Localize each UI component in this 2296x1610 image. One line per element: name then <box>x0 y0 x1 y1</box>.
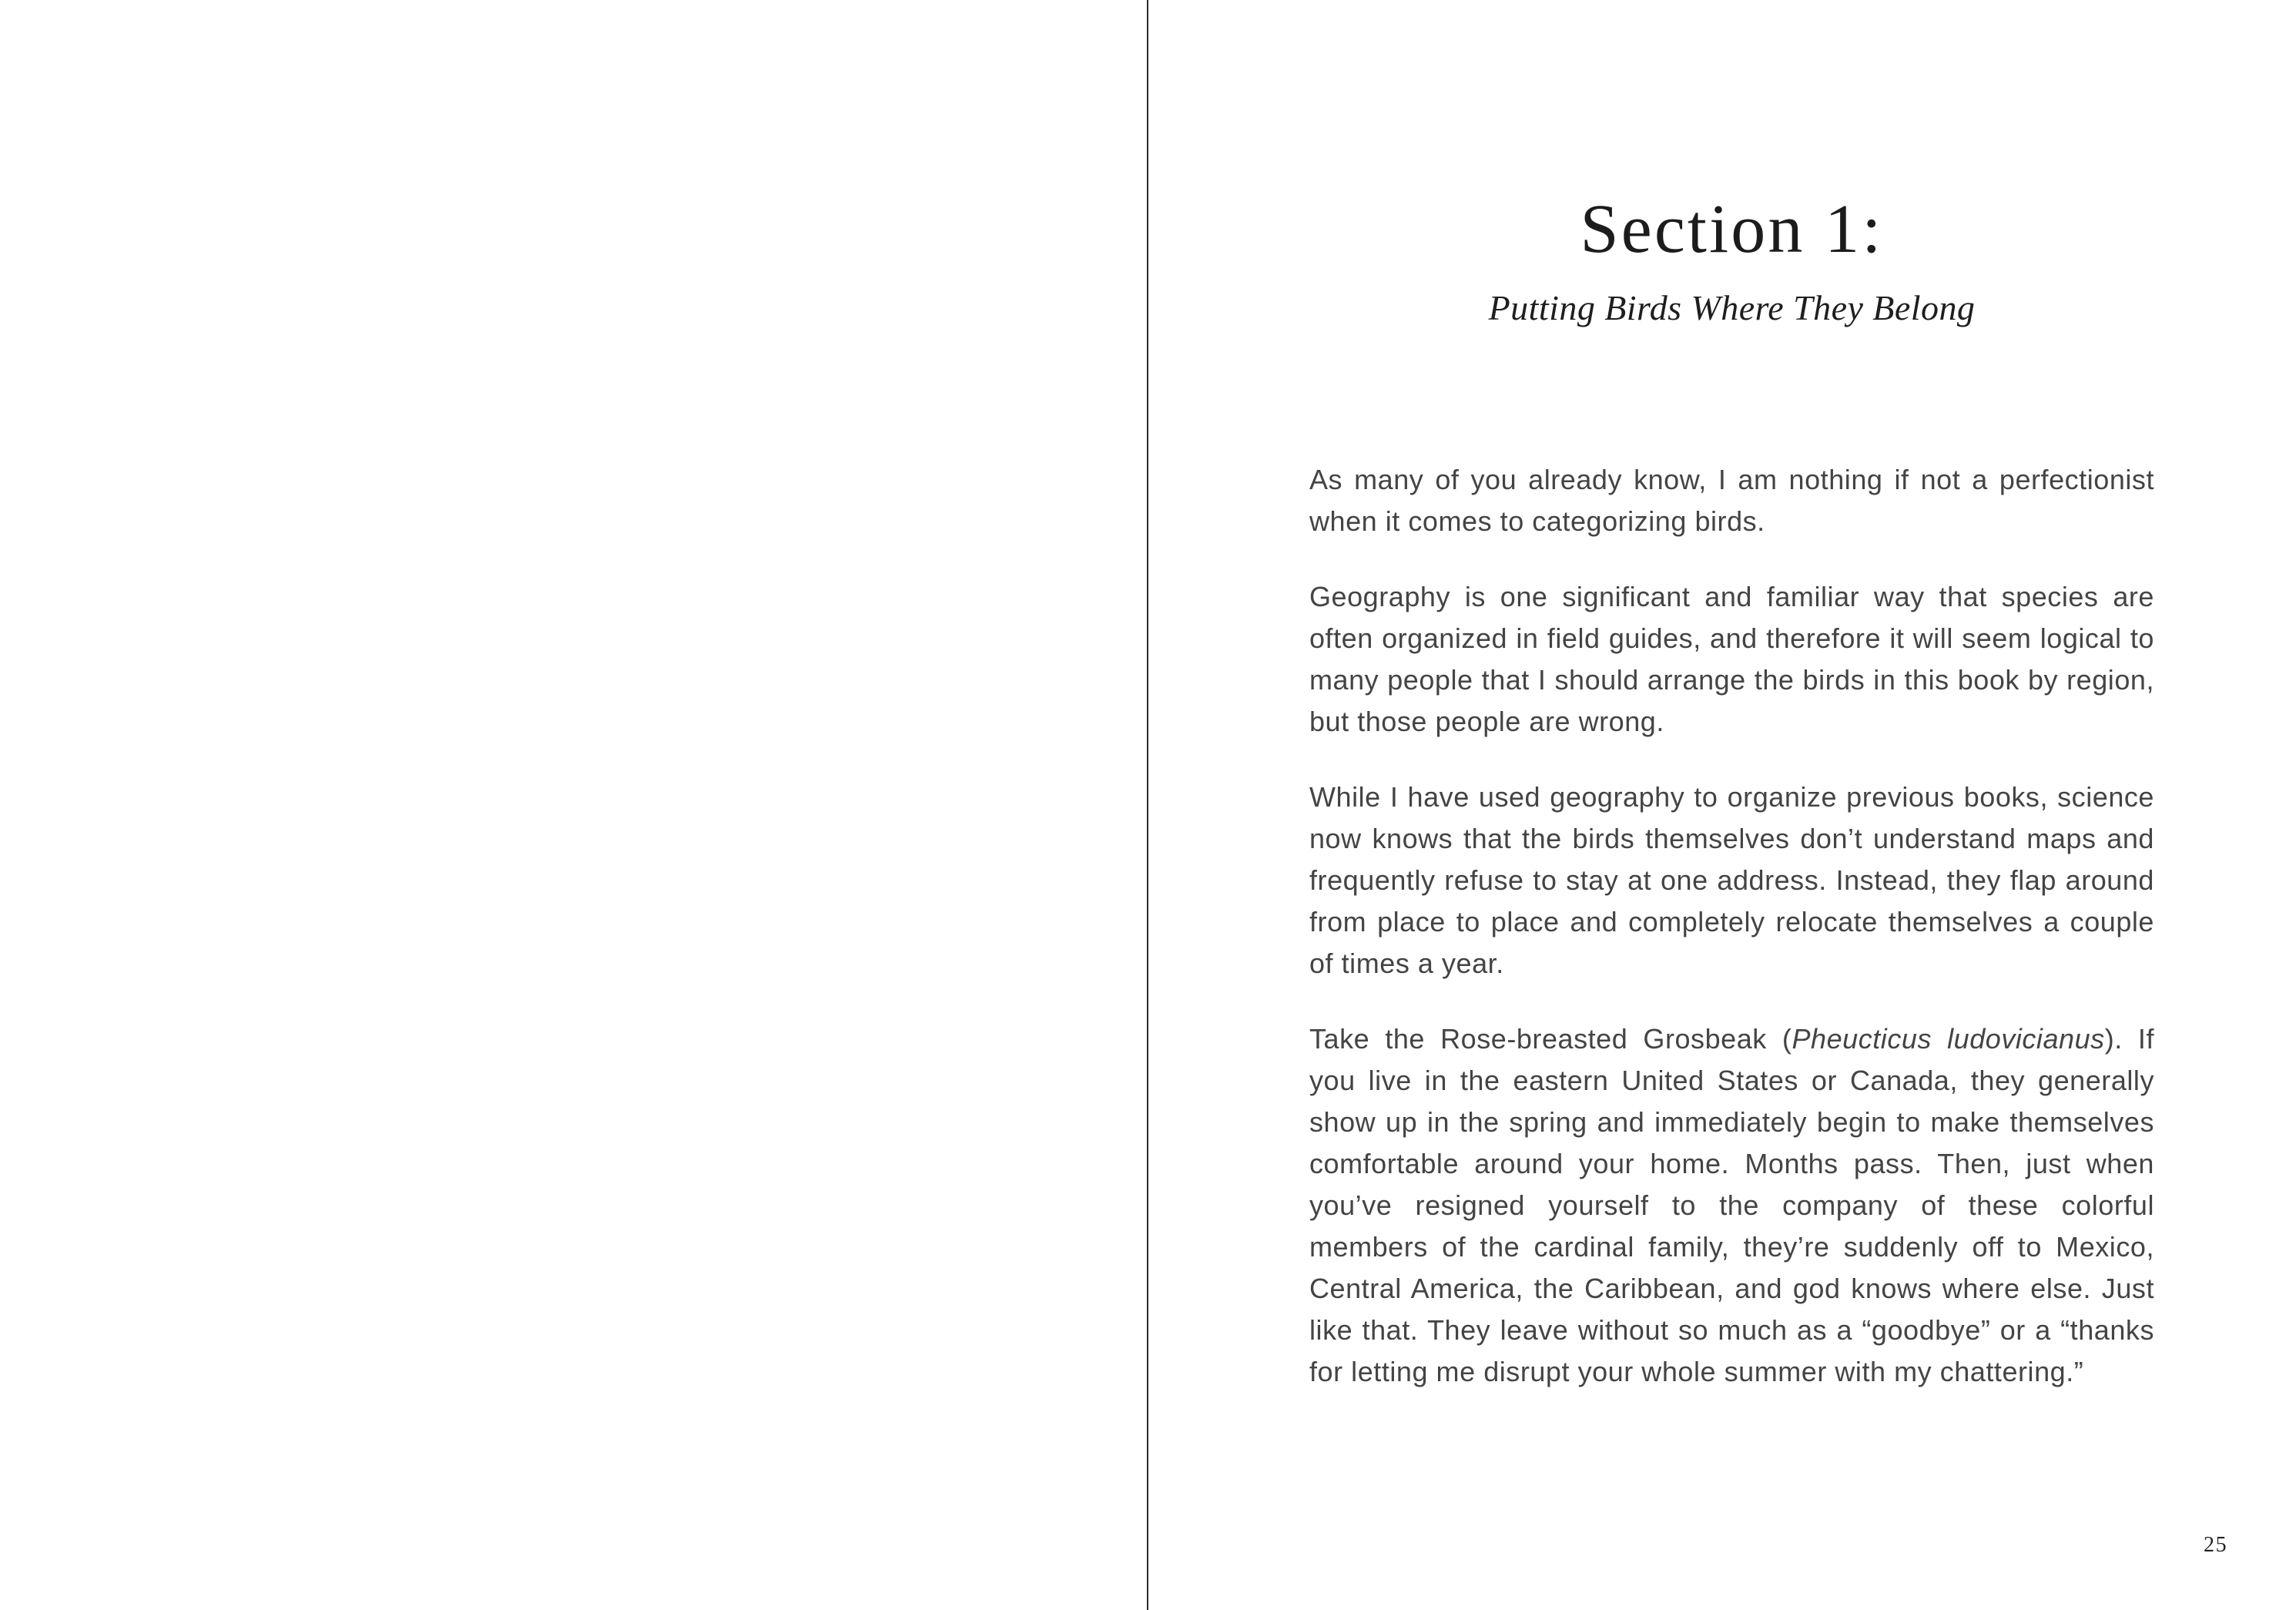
paragraph-4-text-post: ). If you live in the eastern United States or Canada, they generally show up in the spring and immediately begin to make themselves comfortable around your home. Months pass. Then, just when you’ve resigned yourself to the company of these colorful members of the cardinal family, they’re suddenly off to Mexico, Central America, the Caribbean, and god knows where else. Just like that. They leave without so much as a “goodbye” or a “thanks for letting me disrupt your whole summer with my chattering.” <box>1309 1023 2154 1387</box>
paragraph-4-text-pre: Take the Rose-breasted Grosbeak ( <box>1309 1023 1792 1055</box>
paragraph-3-text: While I have used geography to organize previous books, science now knows that the birds themselves don’t understand maps and frequently refuse to stay at one address. Instead, they flap around from place to place and completely relocate themselves a couple of times a year. <box>1309 781 2154 979</box>
paragraph-3 <box>1309 776 2154 984</box>
section-subtitle: Putting Birds Where They Belong <box>1488 288 1976 327</box>
left-page-blank <box>0 0 1147 1610</box>
species-name: Pheucticus ludovicianus <box>1792 1023 2105 1055</box>
paragraph-1 <box>1309 459 2154 542</box>
page-number: 25 <box>2204 1533 2228 1557</box>
section-title: Section 1: <box>1580 191 1884 267</box>
body-text <box>1309 459 2154 1393</box>
paragraph-2-text: Geography is one significant and familiar way that species are often organized in field guides, and therefore it will seem logical to many people that I should arrange the birds in this book by region, but those people are wrong. <box>1309 581 2154 737</box>
paragraph-1-text: As many of you already know, I am nothing if not a perfectionist when it comes to categorizing birds. <box>1309 464 2154 537</box>
paragraph-4 <box>1309 1018 2154 1393</box>
paragraph-2 <box>1309 576 2154 743</box>
right-page <box>1148 0 2296 1610</box>
